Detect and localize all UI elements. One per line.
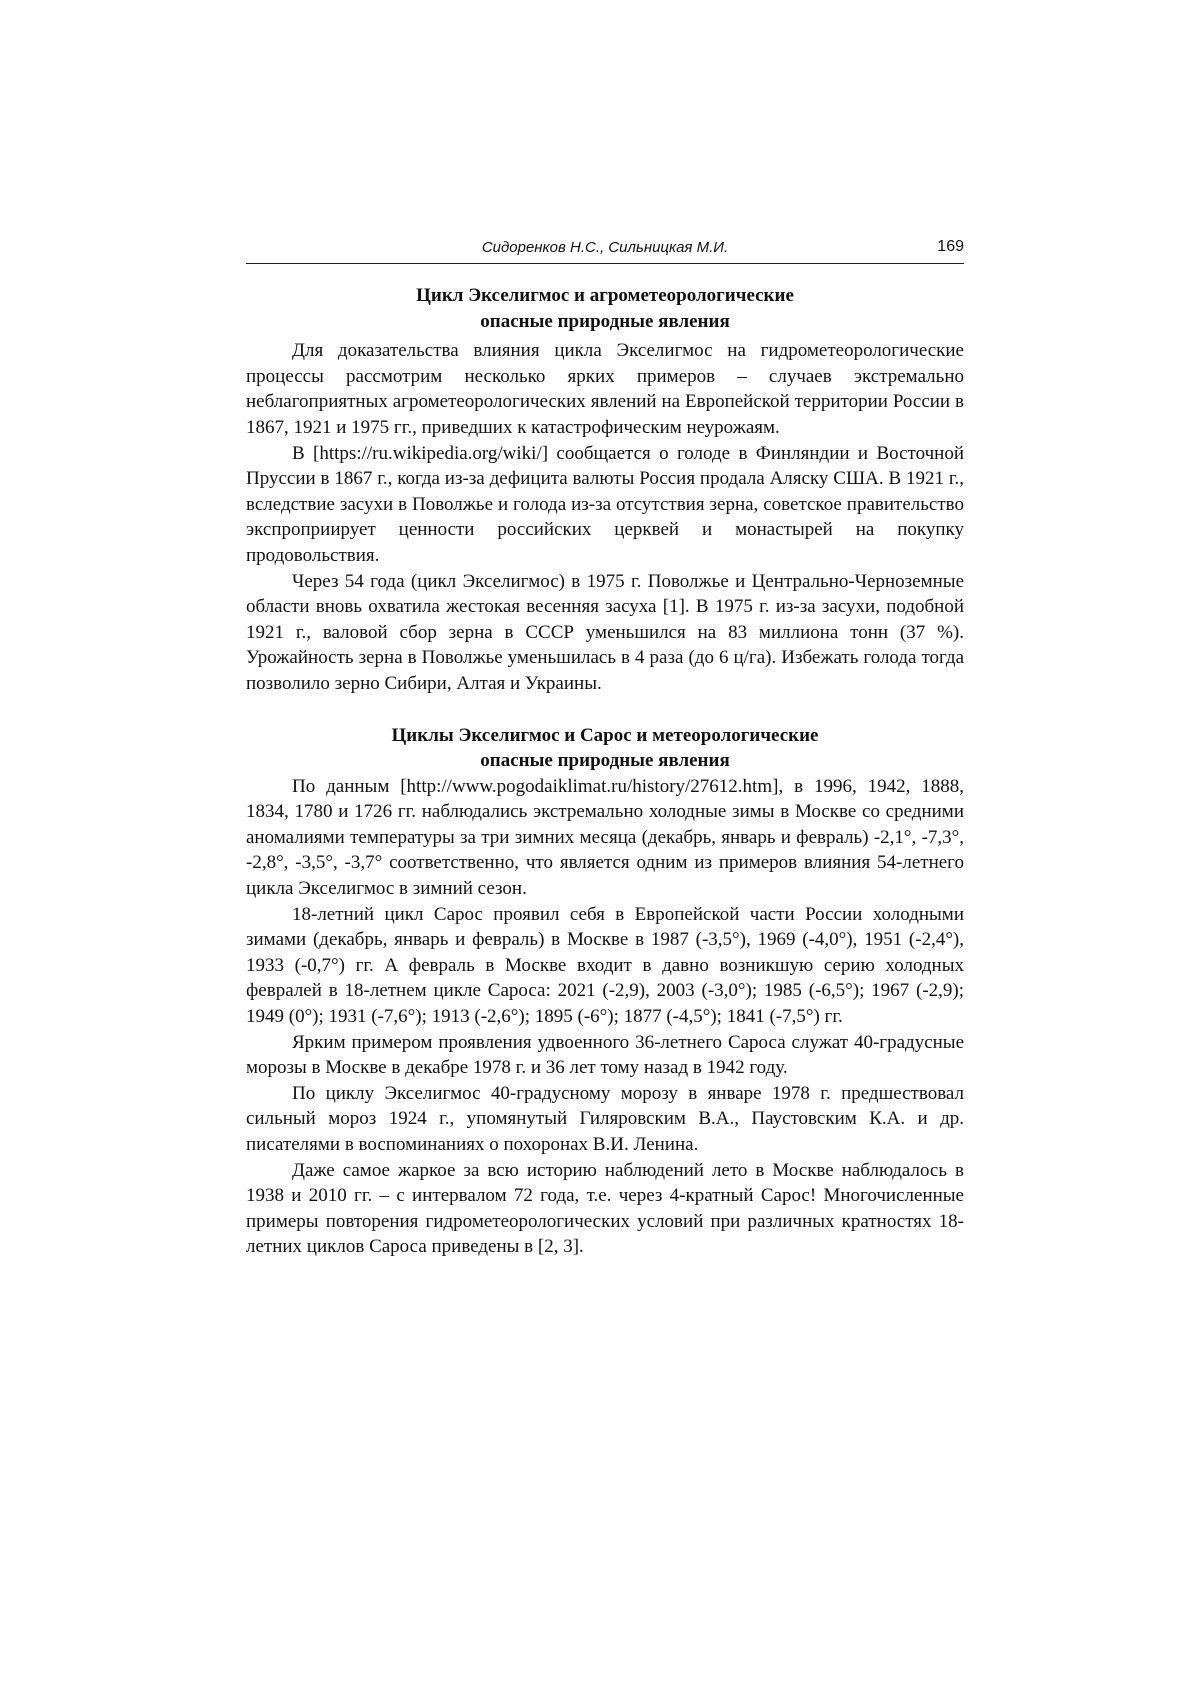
section-title-meteorological (246, 723, 964, 774)
page-number: 169 (937, 238, 964, 255)
section-title-line: Циклы Экселигмос и Сарос и метеорологические (391, 724, 819, 746)
article-body (246, 283, 964, 1260)
paragraph-1975-drought: Через 54 года (цикл Экселигмос) в 1975 г. Поволжье и Центрально-Черноземные области вновь охватила жестокая весенняя засуха [1]. В 1975 г. из-за засухи, подобной 1921 г., валовой сбор зерна в СССР уменьшился на 83 миллиона тонн (37 %). Урожайность зерна в Поволжье уменьшилась в 4 раза (до 6 ц/га). Избежать голода тогда позволило зерно Сибири, Алтая и Украины. (246, 570, 964, 694)
paragraph-1924-frost: По циклу Экселигмос 40-градусному морозу в январе 1978 г. предшествовал сильный мороз 1924 г., упомянутый Гиляровским В.А., Паустовским К.А. и др. писателями в воспоминаниях о похоронах В.И. Ленина. (246, 1082, 964, 1155)
paragraph-saros-cycle: 18-летний цикл Сарос проявил себя в Европейской части России холодными зимами (декабрь, январь и февраль) в Москве в 1987 (-3,5°), 1969 (-4,0°), 1951 (-2,4°), 1933 (-0,7°) гг. А февраль в Москве входит в давно возникшую серию холодных февралей в 18-летнем цикле Сароса: 2021 (-2,9), 2003 (-3,0°); 1985 (-6,5°); 1967 (-2,9); 1949 (0°); 1931 (-7,6°); 1913 (-2,6°); 1895 (-6°); 1877 (-4,5°); 1841 (-7,5°) гг. (246, 903, 964, 1028)
paragraph-wikipedia-famine: В [https://ru.wikipedia.org/wiki/] сообщается о голоде в Финляндии и Восточной Пруссии в 1867 г., когда из-за дефицита валюты Россия продала Аляску США. В 1921 г., вследствие засухи в Поволжье и голода из-за отсутствия зерна, советское правительство экспроприирует ценности российских церквей и монастырей на покупку продовольствия. (246, 442, 964, 566)
section-title-line: Цикл Экселигмос и агрометеорологические (416, 285, 794, 306)
running-header (246, 236, 964, 264)
paragraph-hottest-summer: Даже самое жаркое за всю историю наблюдений лето в Москве наблюдалось в 1938 и 2010 гг. – с интервалом 72 года, т.е. через 4-кратный Сарос! Многочисленные примеры повторения гидрометеорологических условий при различных кратностях 18-летних циклов Сароса приведены в [2, 3]. (246, 1159, 964, 1258)
header-authors: Сидоренков Н.С., Сильницкая М.И. (481, 239, 729, 256)
paragraph-double-saros: Ярким примером проявления удвоенного 36-летнего Сароса служат 40-градусные морозы в Москве в декабре 1978 г. и 36 лет тому назад в 1942 году. (246, 1031, 964, 1079)
section-title-agrometeorological (246, 283, 964, 334)
paragraph-hydrometeorological-influence: Для доказательства влияния цикла Экселигмос на гидрометеорологические процессы рассмотрим несколько ярких примеров – случаев экстремально неблагоприятных агрометеорологических явлений на Европейской территории России в 1867, 1921 и 1975 гг., приведших к катастрофическим неурожаям. (246, 340, 964, 438)
section-title-line: опасные природные явления (480, 750, 730, 772)
paragraph-cold-winters: По данным [http://www.pogodaiklimat.ru/history/27612.htm], в 1996, 1942, 1888, 1834, 1780 и 1726 гг. наблюдались экстремально холодные зимы в Москве со средними аномалиями температуры за три зимних месяца (декабрь, январь и февраль) -2,1°, -7,3°, -2,8°, -3,5°, -3,7° соответственно, что является одним из примеров влияния 54-летнего цикла Экселигмос в зимний сезон. (246, 775, 964, 900)
section-title-line: опасные природные явления (480, 310, 730, 332)
